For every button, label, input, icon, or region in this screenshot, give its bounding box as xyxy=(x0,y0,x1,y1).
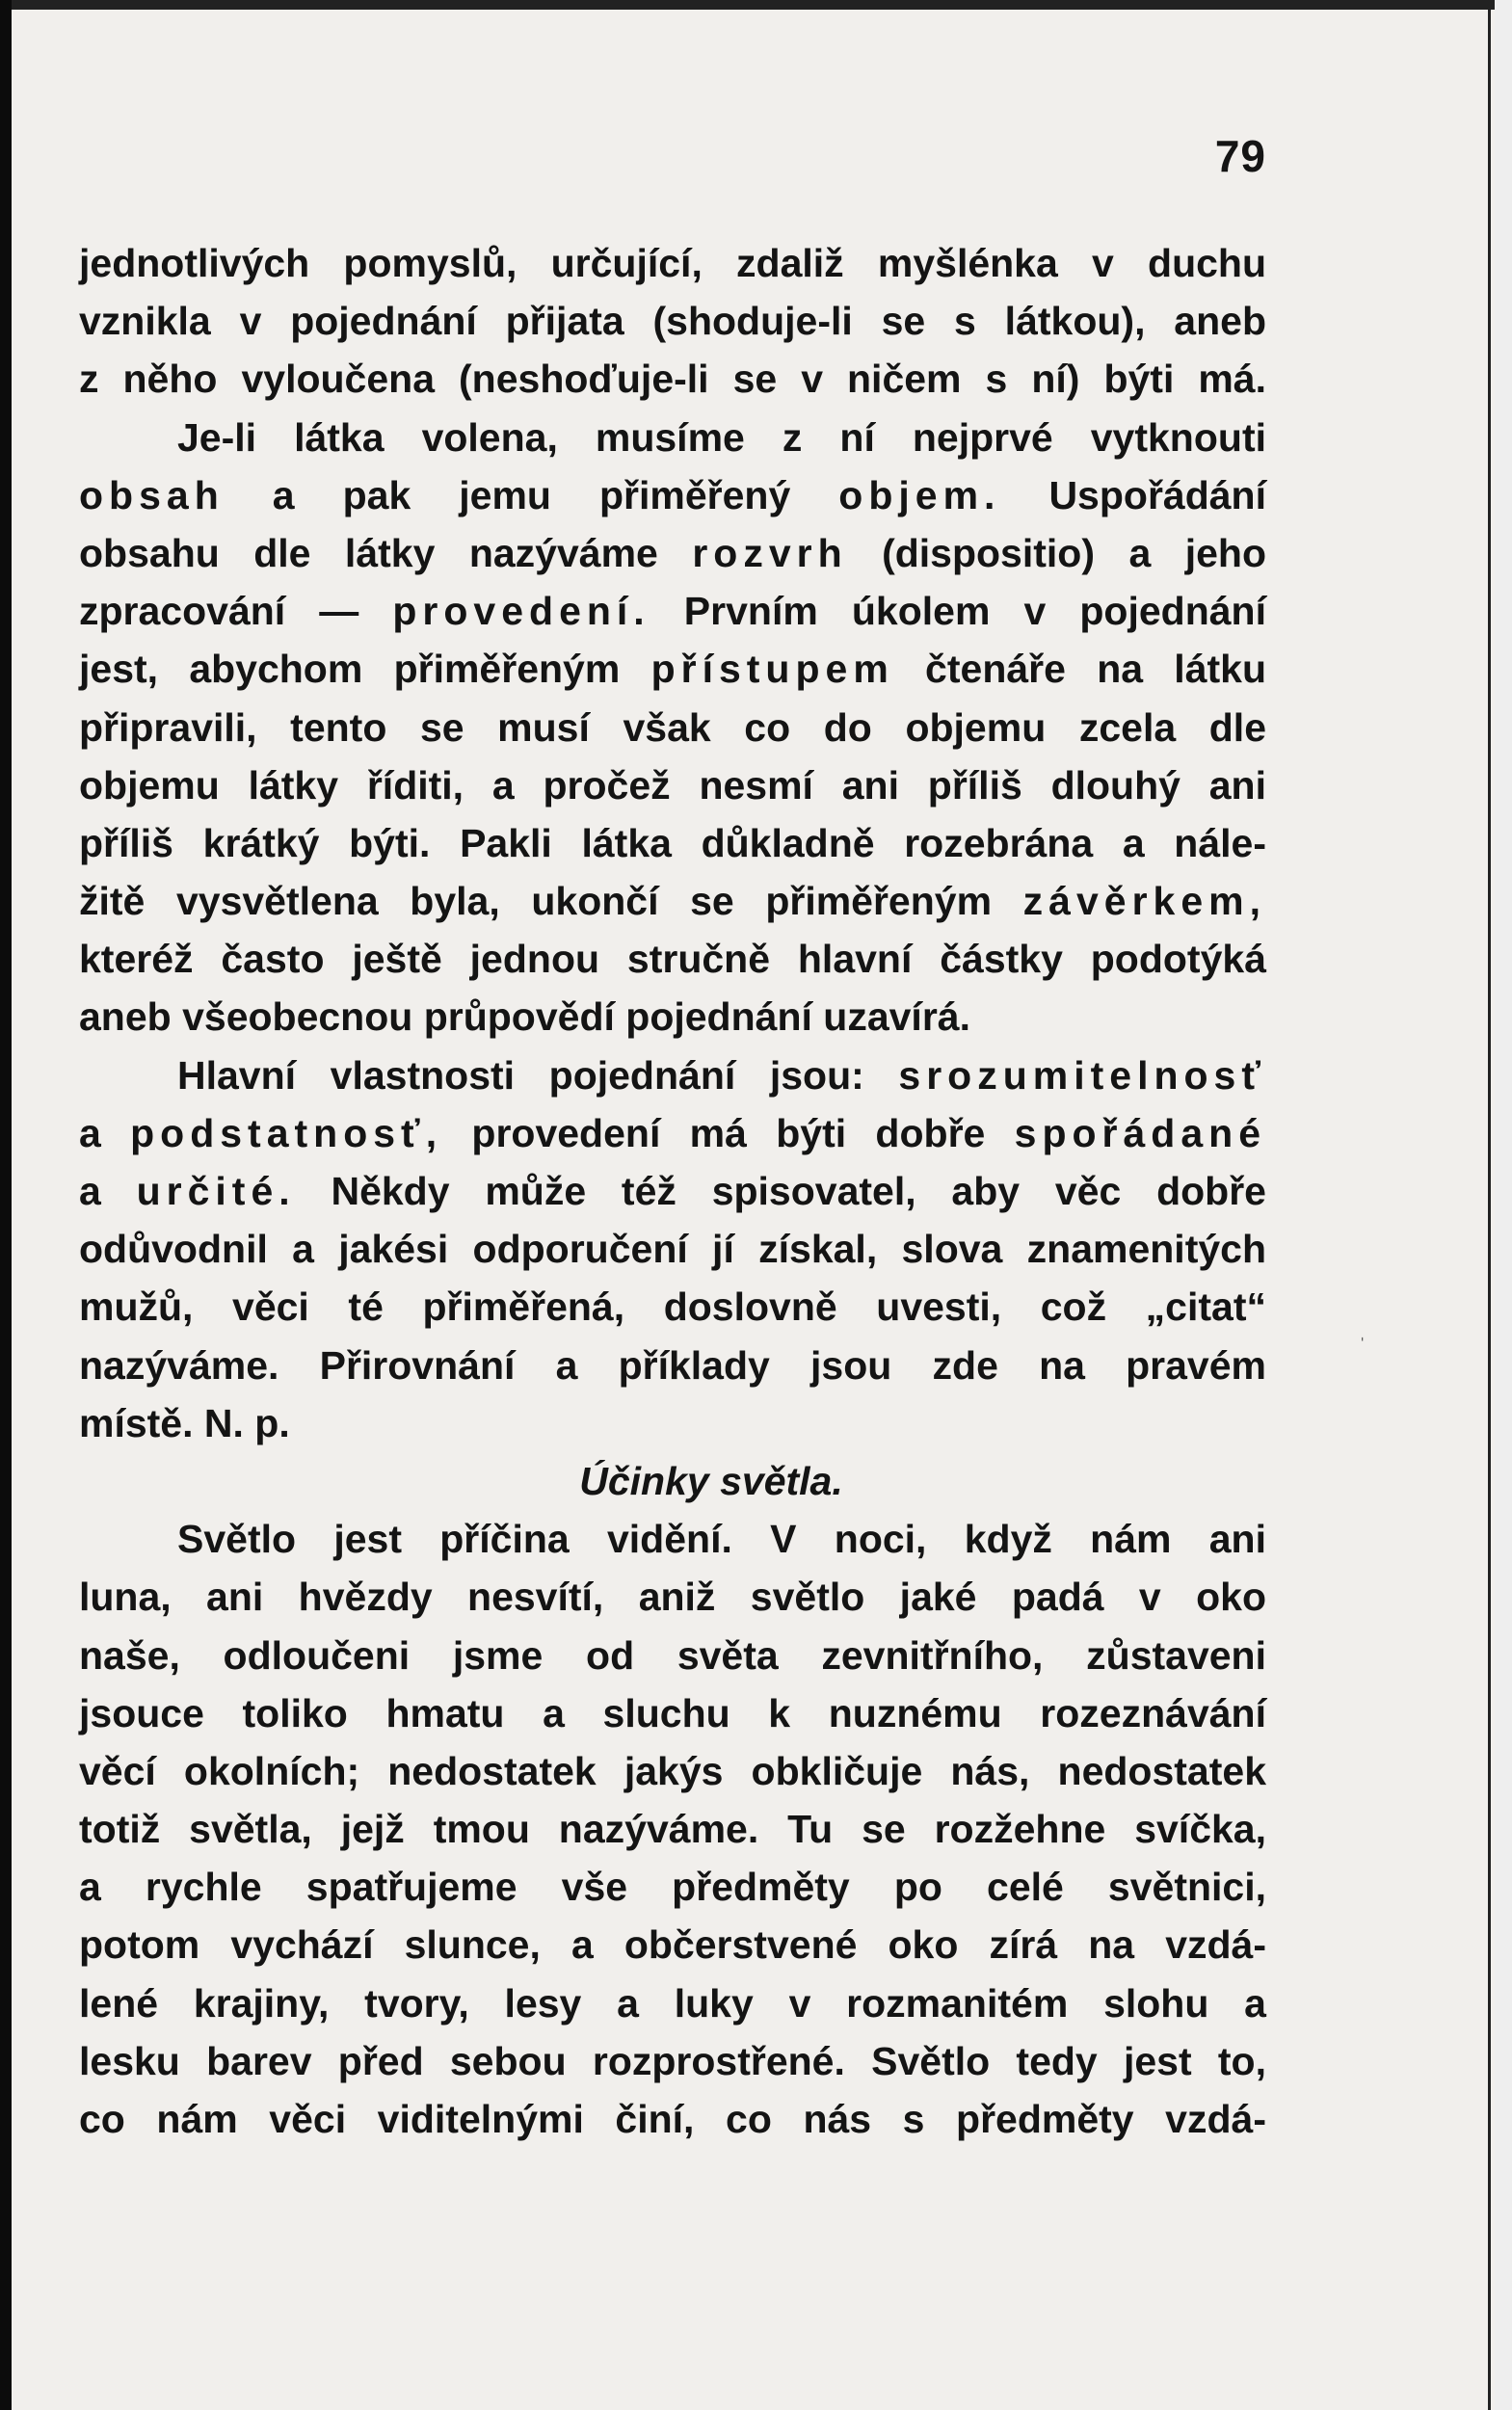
text-run: vznikla v pojednání přijata (shoduje-li se s látkou), aneb xyxy=(79,299,1266,344)
text-run: Hlavní vlastnosti pojednání jsou: xyxy=(177,1052,899,1098)
text-line xyxy=(79,1220,1266,1278)
text-run: Světlo jest příčina vidění. V noci, když nám ani xyxy=(177,1517,1266,1562)
text-line xyxy=(79,1394,1266,1452)
text-run: jednotlivých pomyslů, určující, zdaliž myšlénka v duchu xyxy=(79,241,1266,285)
text-line xyxy=(79,756,1266,814)
scan-left-border xyxy=(0,0,12,2410)
text-line xyxy=(79,1684,1266,1742)
text-run: a xyxy=(79,1169,137,1213)
text-run: místě. N. p. xyxy=(79,1400,290,1445)
spaced-emphasis: spořádané xyxy=(1014,1110,1266,1155)
text-line xyxy=(79,1104,1266,1162)
margin-mark: ˌ xyxy=(1359,1317,1366,1341)
text-line xyxy=(79,524,1266,582)
text-run: čtenáře na látku xyxy=(893,647,1267,692)
text-run: Někdy může též spisovatel, aby věc dobře xyxy=(295,1169,1266,1213)
text-line xyxy=(79,872,1266,930)
text-line xyxy=(79,1627,1266,1684)
text-run: luna, ani hvězdy nesvítí, aniž světlo jaké padá v oko xyxy=(79,1575,1266,1620)
text-run: jest, abychom přiměřeným xyxy=(79,647,651,692)
text-line xyxy=(79,1916,1266,1973)
text-line xyxy=(79,699,1266,756)
text-run: co nám věci viditelnými činí, co nás s předměty vzdá- xyxy=(79,2097,1266,2141)
scan-right-edge xyxy=(1495,0,1512,2410)
text-run: naše, odloučeni jsme od světa zevnitřního, zůstaveni xyxy=(79,1632,1266,1678)
spaced-emphasis: objem. xyxy=(838,472,1001,517)
text-line xyxy=(79,1800,1266,1858)
text-run: obsahu dle látky nazýváme xyxy=(79,530,693,575)
page-number: 79 xyxy=(1214,131,1266,181)
text-run: potom vychází slunce, a občerstvené oko zírá na vzdá- xyxy=(79,1922,1266,1968)
text-run: objemu látky říditi, a pročež nesmí ani příliš dlouhý ani xyxy=(79,762,1266,808)
text-run: Je-li látka volena, musíme z ní nejprvé vytknouti xyxy=(177,414,1266,460)
text-line xyxy=(79,409,1266,466)
text-run: žitě vysvětlena byla, ukončí se přiměřeným xyxy=(79,879,1023,924)
text-line xyxy=(79,1858,1266,1916)
text-run: a xyxy=(79,1110,131,1155)
scan-top-border xyxy=(0,0,1512,10)
text-line xyxy=(79,814,1266,872)
text-run: připravili, tento se musí však co do objemu zcela dle xyxy=(79,704,1266,750)
scan-right-rule xyxy=(1488,0,1491,2410)
text-line xyxy=(79,1742,1266,1800)
spaced-emphasis: závěrkem, xyxy=(1022,879,1266,924)
text-run: nazýváme. Přirovnání a příklady jsou zde na pravém xyxy=(79,1342,1266,1388)
text-run: věcí okolních; nedostatek jakýs obkličuje nás, nedostatek xyxy=(79,1748,1266,1793)
spaced-emphasis: podstatnosť, xyxy=(130,1110,443,1155)
text-run: a pak jemu přiměřený xyxy=(224,472,839,517)
text-run: jsouce toliko hmatu a sluchu k nuznému rozeznávání xyxy=(79,1690,1266,1735)
text-line xyxy=(79,1337,1266,1394)
spaced-emphasis: srozumitelnosť xyxy=(898,1052,1266,1098)
text-run: Uspořádání xyxy=(1000,472,1266,517)
page-text xyxy=(79,234,1266,2148)
text-run: a rychle spatřujeme vše předměty po celé světnici, xyxy=(79,1865,1266,1910)
text-run: lesku barev před sebou rozprostřené. Světlo tedy jest to, xyxy=(79,2038,1266,2083)
text-line xyxy=(79,640,1266,698)
text-line xyxy=(79,988,1266,1046)
spaced-emphasis: určité. xyxy=(136,1169,296,1213)
section-heading xyxy=(79,1452,1266,1510)
text-run: mužů, věci té přiměřená, doslovně uvesti, což „citat“ xyxy=(79,1284,1266,1330)
text-line xyxy=(79,1510,1266,1568)
text-line xyxy=(79,350,1266,408)
text-line xyxy=(79,1568,1266,1626)
text-line xyxy=(79,582,1266,640)
text-line xyxy=(79,1046,1266,1104)
text-run: z něho vyloučena (neshoďuje-li se v ničem s ní) býti má. xyxy=(79,357,1266,402)
spaced-emphasis: obsah xyxy=(79,472,225,517)
text-run: (dispositio) a jeho xyxy=(847,530,1266,575)
text-line xyxy=(79,1974,1266,2032)
text-line xyxy=(79,2032,1266,2090)
text-line xyxy=(79,292,1266,350)
text-run: kteréž často ještě jednou stručně hlavní částky podotýká xyxy=(79,937,1266,982)
text-line xyxy=(79,1278,1266,1336)
text-run: provedení má býti dobře xyxy=(442,1110,1015,1155)
spaced-emphasis: provedení. xyxy=(392,589,650,634)
text-run: příliš krátký býti. Pakli látka důkladně rozebrána a nále- xyxy=(79,820,1266,865)
spaced-emphasis: přístupem xyxy=(650,647,894,692)
text-line xyxy=(79,466,1266,524)
text-run: Účinky světla. xyxy=(579,1458,843,1503)
text-line xyxy=(79,234,1266,292)
text-run: zpracování — xyxy=(79,589,393,634)
text-run: aneb všeobecnou průpovědí pojednání uzavírá. xyxy=(79,994,970,1040)
spaced-emphasis: rozvrh xyxy=(692,530,848,575)
text-line xyxy=(79,2090,1266,2148)
text-line xyxy=(79,930,1266,988)
text-run: odůvodnil a jakési odporučení jí získal, slova znamenitých xyxy=(79,1227,1266,1272)
text-run: totiž světla, jejž tmou nazýváme. Tu se rozžehne svíčka, xyxy=(79,1807,1266,1852)
text-line xyxy=(79,1162,1266,1220)
text-run: lené krajiny, tvory, lesy a luky v rozmanitém slohu a xyxy=(79,1980,1266,2026)
text-run: Prvním úkolem v pojednání xyxy=(650,589,1266,634)
